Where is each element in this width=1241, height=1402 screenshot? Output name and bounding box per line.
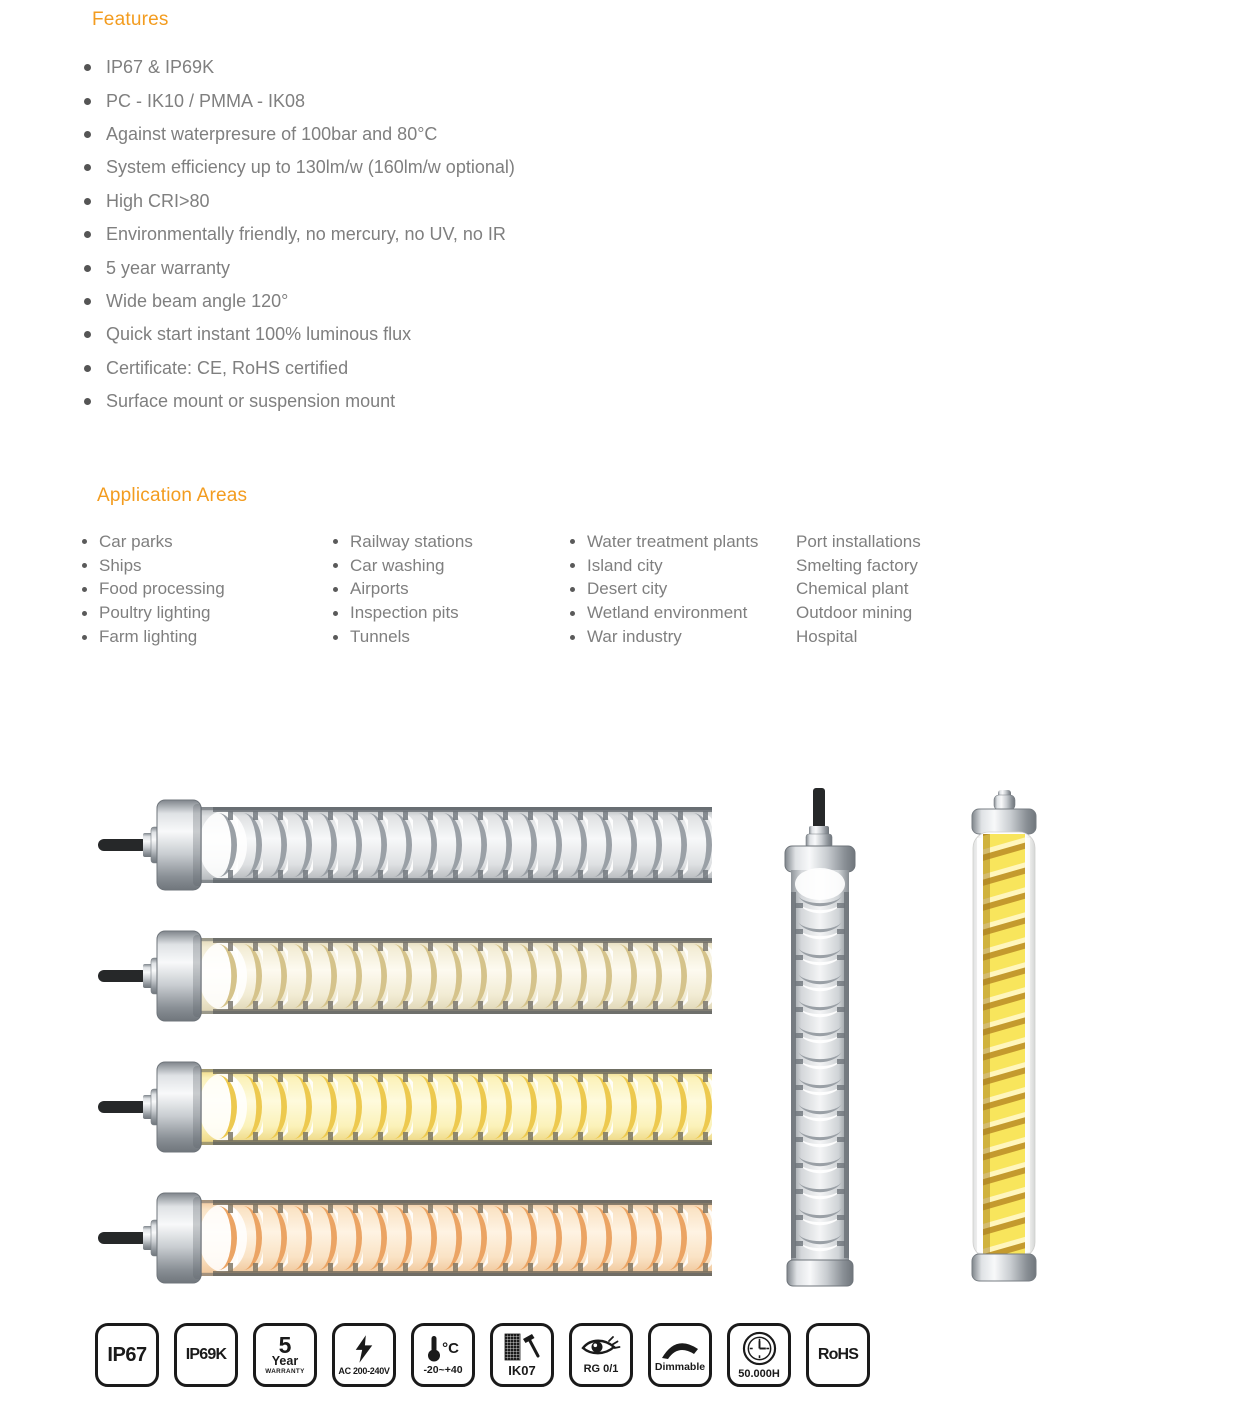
feature-item xyxy=(84,318,515,351)
badge-label: -20~+40 xyxy=(423,1363,463,1376)
application-text: Railway stations xyxy=(350,531,473,551)
tube-horizontal-silver xyxy=(93,799,712,891)
application-item xyxy=(796,625,921,649)
tube-edge xyxy=(197,1142,712,1145)
badge-label: IK07 xyxy=(508,1362,536,1378)
feature-text: Against waterpresure of 100bar and 80°C xyxy=(106,123,438,144)
badge-temperature xyxy=(411,1323,475,1387)
application-text: Smelting factory xyxy=(796,555,918,575)
bullet-icon xyxy=(84,98,91,105)
features-title: Features xyxy=(92,9,169,30)
dim-curve-icon xyxy=(661,1337,699,1359)
tube-edge xyxy=(197,1069,712,1072)
feature-text: Surface mount or suspension mount xyxy=(106,391,396,412)
application-item xyxy=(82,578,225,602)
feature-item xyxy=(84,185,515,218)
feature-item xyxy=(84,118,515,151)
application-text: Hospital xyxy=(796,627,858,647)
bullet-icon xyxy=(84,164,91,171)
end-cap-top xyxy=(972,809,1036,834)
badge-line3: WARRANTY xyxy=(265,1367,305,1375)
hammer-grid-icon xyxy=(504,1333,540,1361)
badge-line2: Year xyxy=(271,1353,299,1368)
power-cable xyxy=(98,1101,148,1113)
bullet-icon xyxy=(570,587,575,592)
feature-item xyxy=(84,352,515,385)
badge-lifetime-50000h xyxy=(727,1323,791,1387)
application-areas-title: Application Areas xyxy=(97,485,248,506)
badge-dimmable xyxy=(648,1323,712,1387)
tube-horizontal-warm-white xyxy=(93,930,712,1022)
end-cap-shadow xyxy=(193,1197,202,1279)
application-item xyxy=(82,554,225,578)
bullet-icon xyxy=(82,611,87,616)
feature-item xyxy=(84,285,515,318)
bullet-icon xyxy=(84,398,91,405)
reflector-fins xyxy=(213,938,712,1014)
tube-vertical-gold xyxy=(969,790,1039,1288)
end-cap-shadow xyxy=(193,935,202,1017)
core-shadow xyxy=(983,834,990,1256)
end-cap-bottom xyxy=(787,1260,853,1286)
badge-label: RG 0/1 xyxy=(583,1363,619,1375)
bullet-icon xyxy=(570,563,575,568)
thermometer-row xyxy=(427,1335,459,1362)
tube-vertical-silver xyxy=(782,788,858,1290)
badge-label: IP67 xyxy=(107,1343,147,1366)
feature-text: Quick start instant 100% luminous flux xyxy=(106,324,412,345)
reflector-fins xyxy=(791,892,849,1258)
badge-rohs xyxy=(806,1323,870,1387)
feature-item xyxy=(84,51,515,84)
badge-ip69k xyxy=(174,1323,238,1387)
badge-label: Dimmable xyxy=(654,1361,706,1373)
application-item xyxy=(333,625,473,649)
tube-edge xyxy=(197,1200,712,1203)
application-text: Water treatment plants xyxy=(587,531,759,551)
badge-label: AC 200-240V xyxy=(338,1366,390,1376)
feature-text: 5 year warranty xyxy=(106,257,231,278)
application-text: Outdoor mining xyxy=(796,603,913,623)
application-item xyxy=(333,601,473,625)
application-item xyxy=(570,554,758,578)
end-cap-bottom xyxy=(972,1254,1036,1281)
bullet-icon xyxy=(333,563,338,568)
application-text: Poultry lighting xyxy=(99,603,211,623)
tube-edge xyxy=(197,1273,712,1276)
application-text: Ships xyxy=(99,555,142,575)
bullet-icon xyxy=(82,587,87,592)
end-cap-shadow xyxy=(193,1066,202,1148)
badge-voltage xyxy=(332,1323,396,1387)
application-item xyxy=(570,625,758,649)
badge-5-year-warranty xyxy=(253,1323,317,1387)
application-item xyxy=(333,578,473,602)
power-cable xyxy=(813,788,825,830)
application-text: Desert city xyxy=(587,579,668,599)
bullet-icon xyxy=(84,265,91,272)
bullet-icon xyxy=(333,611,338,616)
feature-text: Environmentally friendly, no mercury, no UV, no IR xyxy=(106,224,506,245)
badge-line1: 5 xyxy=(278,1331,292,1358)
bullet-icon xyxy=(333,587,338,592)
application-item xyxy=(82,601,225,625)
application-item xyxy=(570,601,758,625)
bullet-icon xyxy=(333,635,338,640)
application-item xyxy=(796,601,921,625)
application-text: Chemical plant xyxy=(796,579,909,599)
application-text: Island city xyxy=(587,555,663,575)
application-column-4 xyxy=(796,530,921,649)
bullet-icon xyxy=(333,539,338,544)
bullet-icon xyxy=(84,231,91,238)
application-text: Farm lighting xyxy=(99,627,198,647)
end-cap-shadow xyxy=(193,804,202,886)
application-text: Inspection pits xyxy=(350,603,459,623)
tube-horizontal-yellow xyxy=(93,1061,712,1153)
celsius-unit: °C xyxy=(442,1339,459,1357)
application-item xyxy=(333,554,473,578)
badge-impact-ik07 xyxy=(490,1323,554,1387)
bullet-icon xyxy=(570,611,575,616)
bullet-icon xyxy=(84,64,91,71)
application-text: Port installations xyxy=(796,531,921,551)
tube-horizontal-orange xyxy=(93,1192,712,1284)
application-column-3 xyxy=(570,530,758,649)
bullet-icon xyxy=(570,539,575,544)
application-text: Car washing xyxy=(350,555,445,575)
bullet-icon xyxy=(84,298,91,305)
feature-text: Wide beam angle 120° xyxy=(106,290,289,311)
application-text: Airports xyxy=(350,579,409,599)
clock-icon xyxy=(742,1331,777,1366)
application-text: Car parks xyxy=(99,531,173,551)
feature-text: PC - IK10 / PMMA - IK08 xyxy=(106,90,306,111)
reflector-fins xyxy=(213,1200,712,1276)
feature-text: System efficiency up to 130lm/w (160lm/w optional) xyxy=(106,157,515,178)
application-text: Wetland environment xyxy=(587,603,748,623)
application-text: Tunnels xyxy=(350,627,410,647)
badge-label: RoHS xyxy=(817,1346,859,1363)
lightning-icon xyxy=(353,1334,375,1364)
application-text: War industry xyxy=(587,627,682,647)
application-column-2 xyxy=(333,530,473,649)
bullet-icon xyxy=(84,198,91,205)
thermometer-icon xyxy=(427,1335,441,1362)
tube-edge xyxy=(197,880,712,883)
application-item xyxy=(570,530,758,554)
tube-edge xyxy=(197,1011,712,1014)
feature-item xyxy=(84,251,515,284)
bullet-icon xyxy=(82,635,87,640)
power-cable xyxy=(98,970,148,982)
feature-item xyxy=(84,151,515,184)
application-item xyxy=(796,554,921,578)
application-item xyxy=(333,530,473,554)
glass-highlight xyxy=(977,838,982,1252)
power-cable xyxy=(98,1232,148,1244)
eye-icon xyxy=(581,1335,621,1361)
badge-photobiological-rg01 xyxy=(569,1323,633,1387)
application-item xyxy=(82,530,225,554)
bullet-icon xyxy=(84,131,91,138)
application-item xyxy=(796,578,921,602)
power-cable xyxy=(98,839,148,851)
mount-knob-base xyxy=(994,795,1015,810)
badge-ip67 xyxy=(95,1323,159,1387)
reflector-fins xyxy=(213,1069,712,1145)
feature-text: IP67 & IP69K xyxy=(106,57,215,78)
reflector-fins xyxy=(213,807,712,883)
feature-item xyxy=(84,385,515,418)
bullet-icon xyxy=(82,539,87,544)
tube-edge xyxy=(197,938,712,941)
features-list xyxy=(84,51,515,418)
glass-highlight xyxy=(1026,838,1030,1252)
bullet-icon xyxy=(84,365,91,372)
badge-label: IP69K xyxy=(185,1346,227,1363)
application-text: Food processing xyxy=(99,579,225,599)
application-column-1 xyxy=(82,530,225,649)
feature-text: Certificate: CE, RoHS certified xyxy=(106,357,349,378)
bullet-icon xyxy=(82,563,87,568)
badge-label: 50.000H xyxy=(738,1367,780,1380)
application-item xyxy=(82,625,225,649)
application-item xyxy=(796,530,921,554)
bullet-icon xyxy=(84,331,91,338)
bullet-icon xyxy=(570,635,575,640)
application-item xyxy=(570,578,758,602)
feature-item xyxy=(84,218,515,251)
feature-item xyxy=(84,84,515,117)
feature-text: High CRI>80 xyxy=(106,190,210,211)
tube-edge xyxy=(197,807,712,810)
